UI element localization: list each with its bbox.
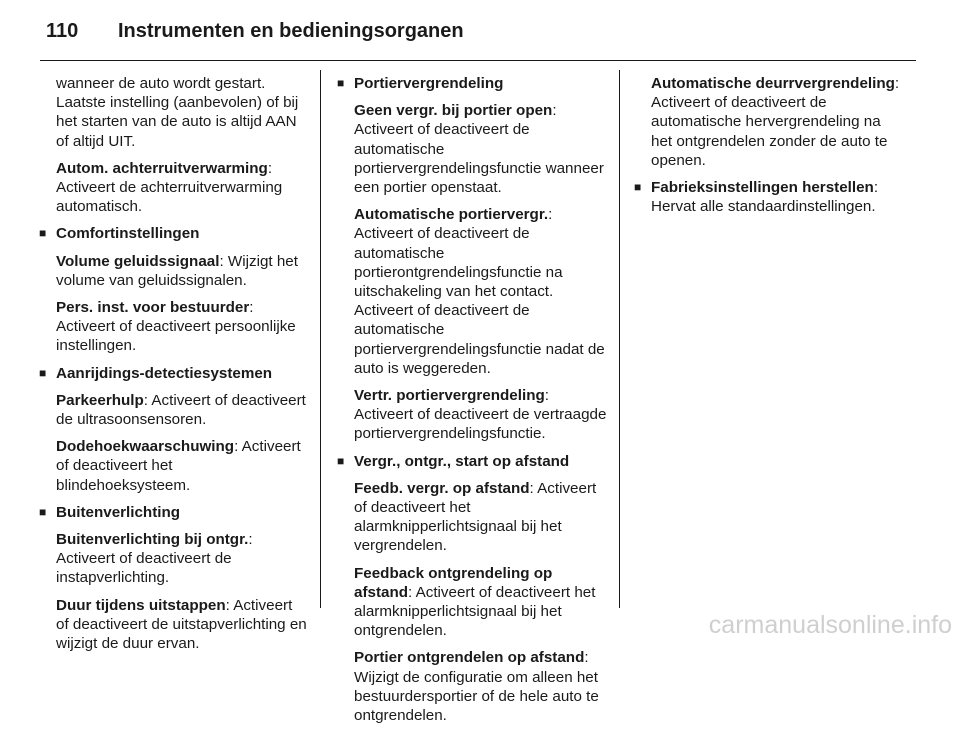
paragraph	[354, 479, 608, 556]
page-title: Instrumenten en bedieningsorganen	[118, 20, 464, 42]
setting-label: Feedback ontgrendeling op afstand	[354, 564, 553, 601]
header-rule	[40, 60, 916, 61]
setting-description: : Activeert of deactiveert de automatische portiervergrendelingsfunctie wanneer een portier openstaat.	[354, 102, 604, 197]
setting-label: Automatische deurrvergrendeling	[651, 75, 895, 92]
bullet-heading	[337, 452, 608, 471]
column-divider	[320, 70, 321, 608]
setting-description: : Wijzigt het volume van geluidssignalen.	[56, 252, 298, 289]
setting-label: Buitenverlichting bij ontgr.	[56, 531, 249, 549]
bullet-square-icon: ■	[39, 365, 47, 380]
bullet-heading	[337, 74, 608, 93]
paragraph	[354, 205, 608, 378]
paragraph	[354, 386, 608, 444]
setting-description: : Activeert of deactiveert persoonlijke instellingen.	[56, 299, 296, 355]
setting-description: : Activeert of deactiveert de ultrasoonsensoren.	[56, 391, 306, 429]
paragraph	[56, 530, 308, 588]
setting-description: : Activeert of deactiveert de uitstapverlichting en wijzigt de duur ervan.	[56, 596, 307, 653]
paragraph	[56, 159, 308, 217]
column-2	[337, 74, 608, 733]
bullet-heading-text: Comfortinstellingen	[56, 225, 200, 243]
setting-label: Autom. achterruitverwarming	[56, 159, 268, 177]
paragraph	[354, 564, 608, 641]
setting-description: : Activeert of deactiveert het alarmknipperlichtsignaal bij het ontgrendelen.	[354, 583, 596, 640]
paragraph	[56, 391, 308, 429]
bullet-heading-text: Buitenverlichting	[56, 503, 181, 521]
paragraph	[651, 74, 905, 170]
setting-label: Duur tijdens uitstappen	[56, 596, 226, 614]
paragraph	[354, 648, 608, 725]
bullet-heading-text: Vergr., ontgr., start op afstand	[354, 452, 570, 470]
bullet-heading-text: Fabrieksinstellingen herstellen	[651, 179, 874, 197]
setting-label: Dodehoekwaarschuwing	[56, 438, 235, 456]
paragraph: wanneer de auto wordt gestart. Laatste instelling (aanbevolen) of bij het starten van de auto is altijd AAN of altijd UIT.	[56, 75, 299, 150]
setting-description: : Activeert of deactiveert het alarmknipperlichtsignaal bij het vergrendelen.	[354, 479, 597, 555]
bullet-square-icon: ■	[634, 180, 642, 195]
column-1	[39, 74, 308, 661]
column-3	[634, 74, 905, 224]
paragraph	[354, 101, 608, 197]
setting-description: : Wijzigt de configuratie om alleen het bestuurdersportier of de hele auto te ontgrendelen.	[354, 649, 599, 725]
bullet-item	[634, 178, 905, 216]
setting-label: Volume geluidssignaal	[56, 252, 220, 270]
page-header	[0, 0, 960, 70]
setting-label: Pers. inst. voor bestuurder	[56, 299, 250, 317]
setting-description: : Activeert of deactiveert het blindehoeksysteem.	[56, 438, 301, 494]
page-number: 110	[46, 20, 79, 42]
paragraph	[56, 252, 308, 290]
watermark: carmanualsonline.info	[708, 611, 952, 639]
bullet-heading	[39, 364, 308, 383]
bullet-square-icon: ■	[39, 504, 47, 519]
paragraph	[56, 596, 308, 654]
setting-label: Geen vergr. bij portier open	[354, 102, 553, 120]
paragraph	[56, 298, 308, 356]
setting-label: Vertr. portiervergrendeling	[354, 387, 545, 405]
column-divider	[619, 70, 620, 608]
setting-label: Feedb. vergr. op afstand	[354, 479, 530, 497]
bullet-heading	[39, 224, 308, 243]
bullet-heading-text: Aanrijdings-detectiesystemen	[56, 364, 273, 382]
setting-description: : Hervat alle standaardinstellingen.	[651, 179, 879, 216]
setting-description: : Activeert de achterruitverwarming automatisch.	[56, 159, 283, 216]
bullet-square-icon: ■	[39, 226, 47, 241]
bullet-square-icon: ■	[337, 453, 345, 468]
setting-description: : Activeert of deactiveert de automatische portierontgrendelingsfunctie na uitschakeling van het contact. Activeert of deactiveert de automatische portiervergrendelingsfunctie nadat de auto is weggereden.	[354, 206, 605, 377]
paragraph	[56, 437, 308, 495]
setting-description: : Activeert of deactiveert de instapverlichting.	[56, 531, 253, 587]
setting-description: : Activeert of deactiveert de automatische hervergrendeling na het ontgrendelen zonder de auto te openen.	[651, 75, 900, 169]
setting-label: Portier ontgrendelen op afstand	[354, 649, 585, 667]
bullet-heading-text: Portiervergrendeling	[354, 75, 504, 92]
setting-label: Automatische portiervergr.	[354, 206, 549, 224]
bullet-heading	[39, 503, 308, 522]
setting-description: : Activeert of deactiveert de vertraagde portiervergrendelingsfunctie.	[354, 387, 607, 443]
bullet-square-icon: ■	[337, 76, 345, 90]
setting-label: Parkeerhulp	[56, 391, 144, 409]
